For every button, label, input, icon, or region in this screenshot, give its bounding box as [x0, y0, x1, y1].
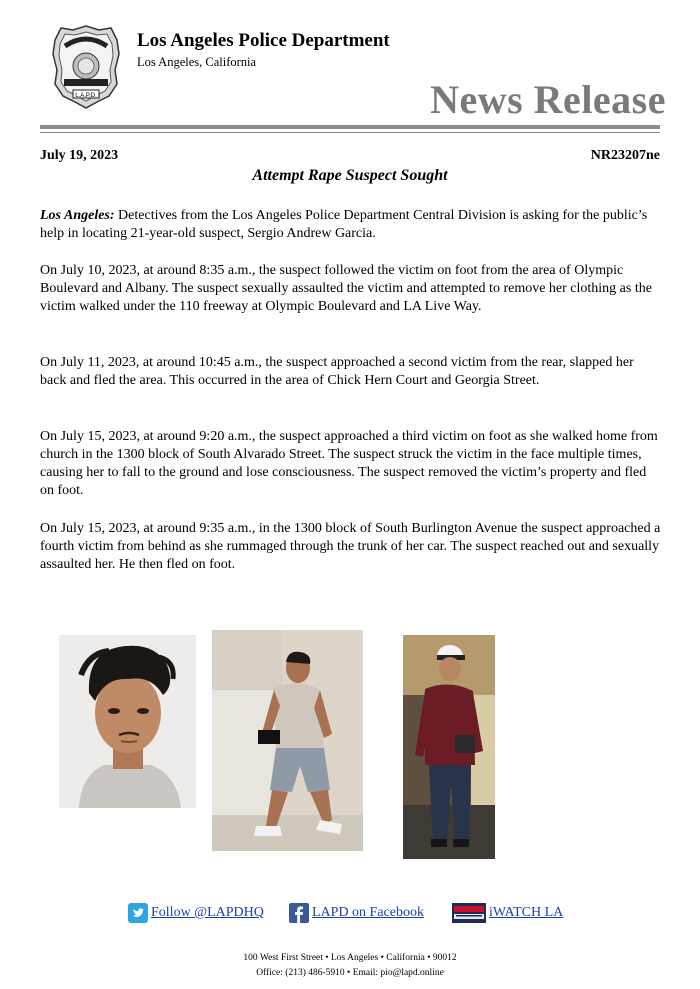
footer-email[interactable]: Email: pio@lapd.online [352, 968, 444, 978]
iwatch-link[interactable] [452, 903, 563, 923]
paragraph-incident-2: On July 11, 2023, at around 10:45 a.m., the suspect approached a second victim from the rear, slapped her back and fled the area. This occurred in the area of Chick Hern Court and Georgia Street. [40, 355, 634, 388]
facebook-icon [289, 903, 309, 923]
paragraph-incident-3: On July 15, 2023, at around 9:20 a.m., the suspect approached a third victim on foot as she walked home from church in the 1300 block of South Alvarado Street. The suspect struck the victim in the face multiple times, causing her to fall to the ground and lose consciousness. The suspect removed the victim’s property and fled on foot. [40, 429, 658, 498]
twitter-link-label: Follow @LAPDHQ [151, 905, 264, 920]
footer-state: California [386, 953, 425, 963]
facebook-link[interactable] [289, 903, 424, 923]
footer-phone: Office: (213) 486-5910 [256, 968, 345, 978]
footer-street: 100 West First Street [243, 953, 323, 963]
footer-contact [0, 968, 700, 978]
paragraph-intro-text: Detectives from the Los Angeles Police Department Central Division is asking for the public’s help in locating 21-year-old suspect, Sergio Andrew Garcia. [40, 208, 648, 241]
header-divider-thick [40, 125, 660, 129]
footer-address [0, 953, 700, 963]
iwatch-link-label: iWATCH LA [489, 905, 564, 920]
header-divider-thin [40, 132, 660, 133]
footer-separator: • [427, 953, 431, 963]
suspect-surveillance-photo-standing [403, 635, 495, 859]
suspect-booking-photo [59, 635, 196, 808]
suspect-surveillance-photo-walking [212, 630, 363, 851]
dateline: Los Angeles: [40, 208, 115, 223]
release-number: NR23207ne [590, 148, 660, 163]
footer-separator: • [380, 953, 384, 963]
facebook-link-label: LAPD on Facebook [312, 905, 424, 920]
paragraph-incident-1: On July 10, 2023, at around 8:35 a.m., the suspect followed the victim on foot from the area of Olympic Boulevard and Albany. The suspect sexually assaulted the victim and attempted to remove her clothing as the victim walked under the 110 freeway at Olympic Boulevard and LA Live Way. [40, 263, 652, 314]
footer-separator: • [325, 953, 329, 963]
release-date: July 19, 2023 [40, 148, 119, 163]
lapd-badge-logo [51, 24, 121, 110]
twitter-link[interactable] [128, 903, 264, 923]
paragraph-intro [40, 207, 662, 243]
headline: Attempt Rape Suspect Sought [252, 167, 448, 184]
footer-separator: • [347, 968, 351, 978]
footer-city: Los Angeles [330, 953, 379, 963]
twitter-icon [128, 903, 148, 923]
news-release-heading: News Release [430, 77, 666, 122]
org-title: Los Angeles Police Department [137, 30, 390, 51]
badge-lapd-text: L.A.P.D. [75, 93, 97, 99]
footer-zip: 90012 [432, 953, 457, 963]
iwatch-icon [452, 903, 486, 923]
paragraph-incident-4: On July 15, 2023, at around 9:35 a.m., in the 1300 block of South Burlington Avenue the suspect approached a fourth victim from behind as she rummaged through the trunk of her car. The suspect reached out and sexually assaulted her. He then fled on foot. [40, 521, 661, 572]
org-subtitle: Los Angeles, California [137, 55, 257, 69]
